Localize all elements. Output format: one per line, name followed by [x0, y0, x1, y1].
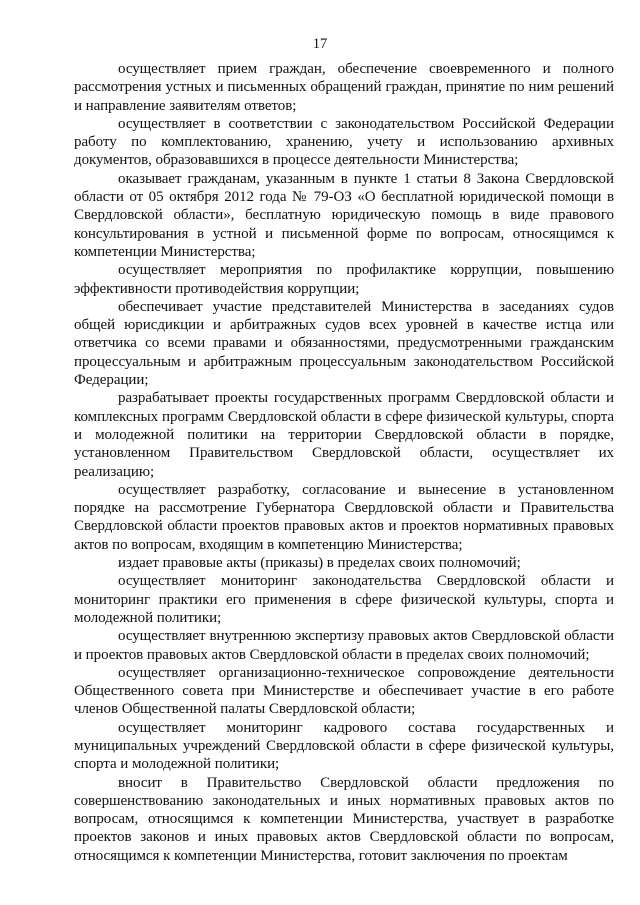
paragraph: осуществляет разработку, согласование и вынесение в установленном порядке на рассмотрение Губернатора Свердловской области и Правительства Свердловской области проектов правовых актов и проектов нормативных правовых актов по вопросам, входящим в компетенцию Министерства; — [74, 481, 614, 553]
paragraph: осуществляет мониторинг законодательства Свердловской области и мониторинг практики его применения в сфере физической культуры, спорта и молодежной политики; — [74, 573, 614, 626]
paragraph: оказывает гражданам, указанным в пункте 1 статьи 8 Закона Свердловской области от 05 октября 2012 года № 79-ОЗ «О бесплатной юридической помощи в Свердловской области», бесплатную юридическую помощь в виде правового консультирования в устной и письменной форме по вопросам, относящимся к компетенции Министерства; — [74, 170, 614, 260]
paragraph: осуществляет прием граждан, обеспечение своевременного и полного рассмотрения устных и письменных обращений граждан, принятие по ним решений и направление заявителям ответов; — [74, 61, 614, 114]
document-body — [74, 60, 614, 865]
paragraph: осуществляет в соответствии с законодательством Российской Федерации работу по комплектованию, хранению, учету и использованию архивных документов, образовавшихся в процессе деятельности Министерства; — [74, 115, 614, 169]
paragraph: обеспечивает участие представителей Министерства в заседаниях судов общей юрисдикции и арбитражных судов всех уровней в качестве истца или ответчика со всеми правами и обязанностями, предусмотренными гражданским процессуальным и арбитражным процессуальным законодательством Российской Федерации; — [74, 298, 614, 389]
paragraph: издает правовые акты (приказы) в пределах своих полномочий; — [118, 555, 521, 572]
paragraph: осуществляет мероприятия по профилактике коррупции, повышению эффективности противодействия коррупции; — [74, 262, 614, 297]
paragraph: осуществляет организационно-техническое сопровождение деятельности Общественного совета при Министерстве и обеспечивает участие в его работе членов Общественной палаты Свердловской области; — [74, 664, 614, 718]
paragraph: осуществляет мониторинг кадрового состава государственных и муниципальных учреждений Свердловской области в сфере физической культуры, спорта и молодежной политики; — [74, 719, 614, 773]
page-number: 17 — [312, 36, 328, 52]
paragraph: вносит в Правительство Свердловской области предложения по совершенствованию законодательных и иных нормативных правовых актов по вопросам, относящимся к компетенции Министерства, участвует в разработке проектов законов и иных правовых актов Свердловской области по вопросам, относящимся к компетенции Министерства, готовит заключения по проектам — [74, 774, 614, 864]
paragraph: осуществляет внутреннюю экспертизу правовых актов Свердловской области и проектов правовых актов Свердловской области в пределах своих полномочий; — [74, 628, 614, 663]
paragraph: разрабатывает проекты государственных программ Свердловской области и комплексных программ Свердловской области в сфере физической культуры, спорта и молодежной политики на территории Свердловской области в порядке, установленном Правительством Свердловской области, осуществляет их реализацию; — [74, 390, 614, 480]
